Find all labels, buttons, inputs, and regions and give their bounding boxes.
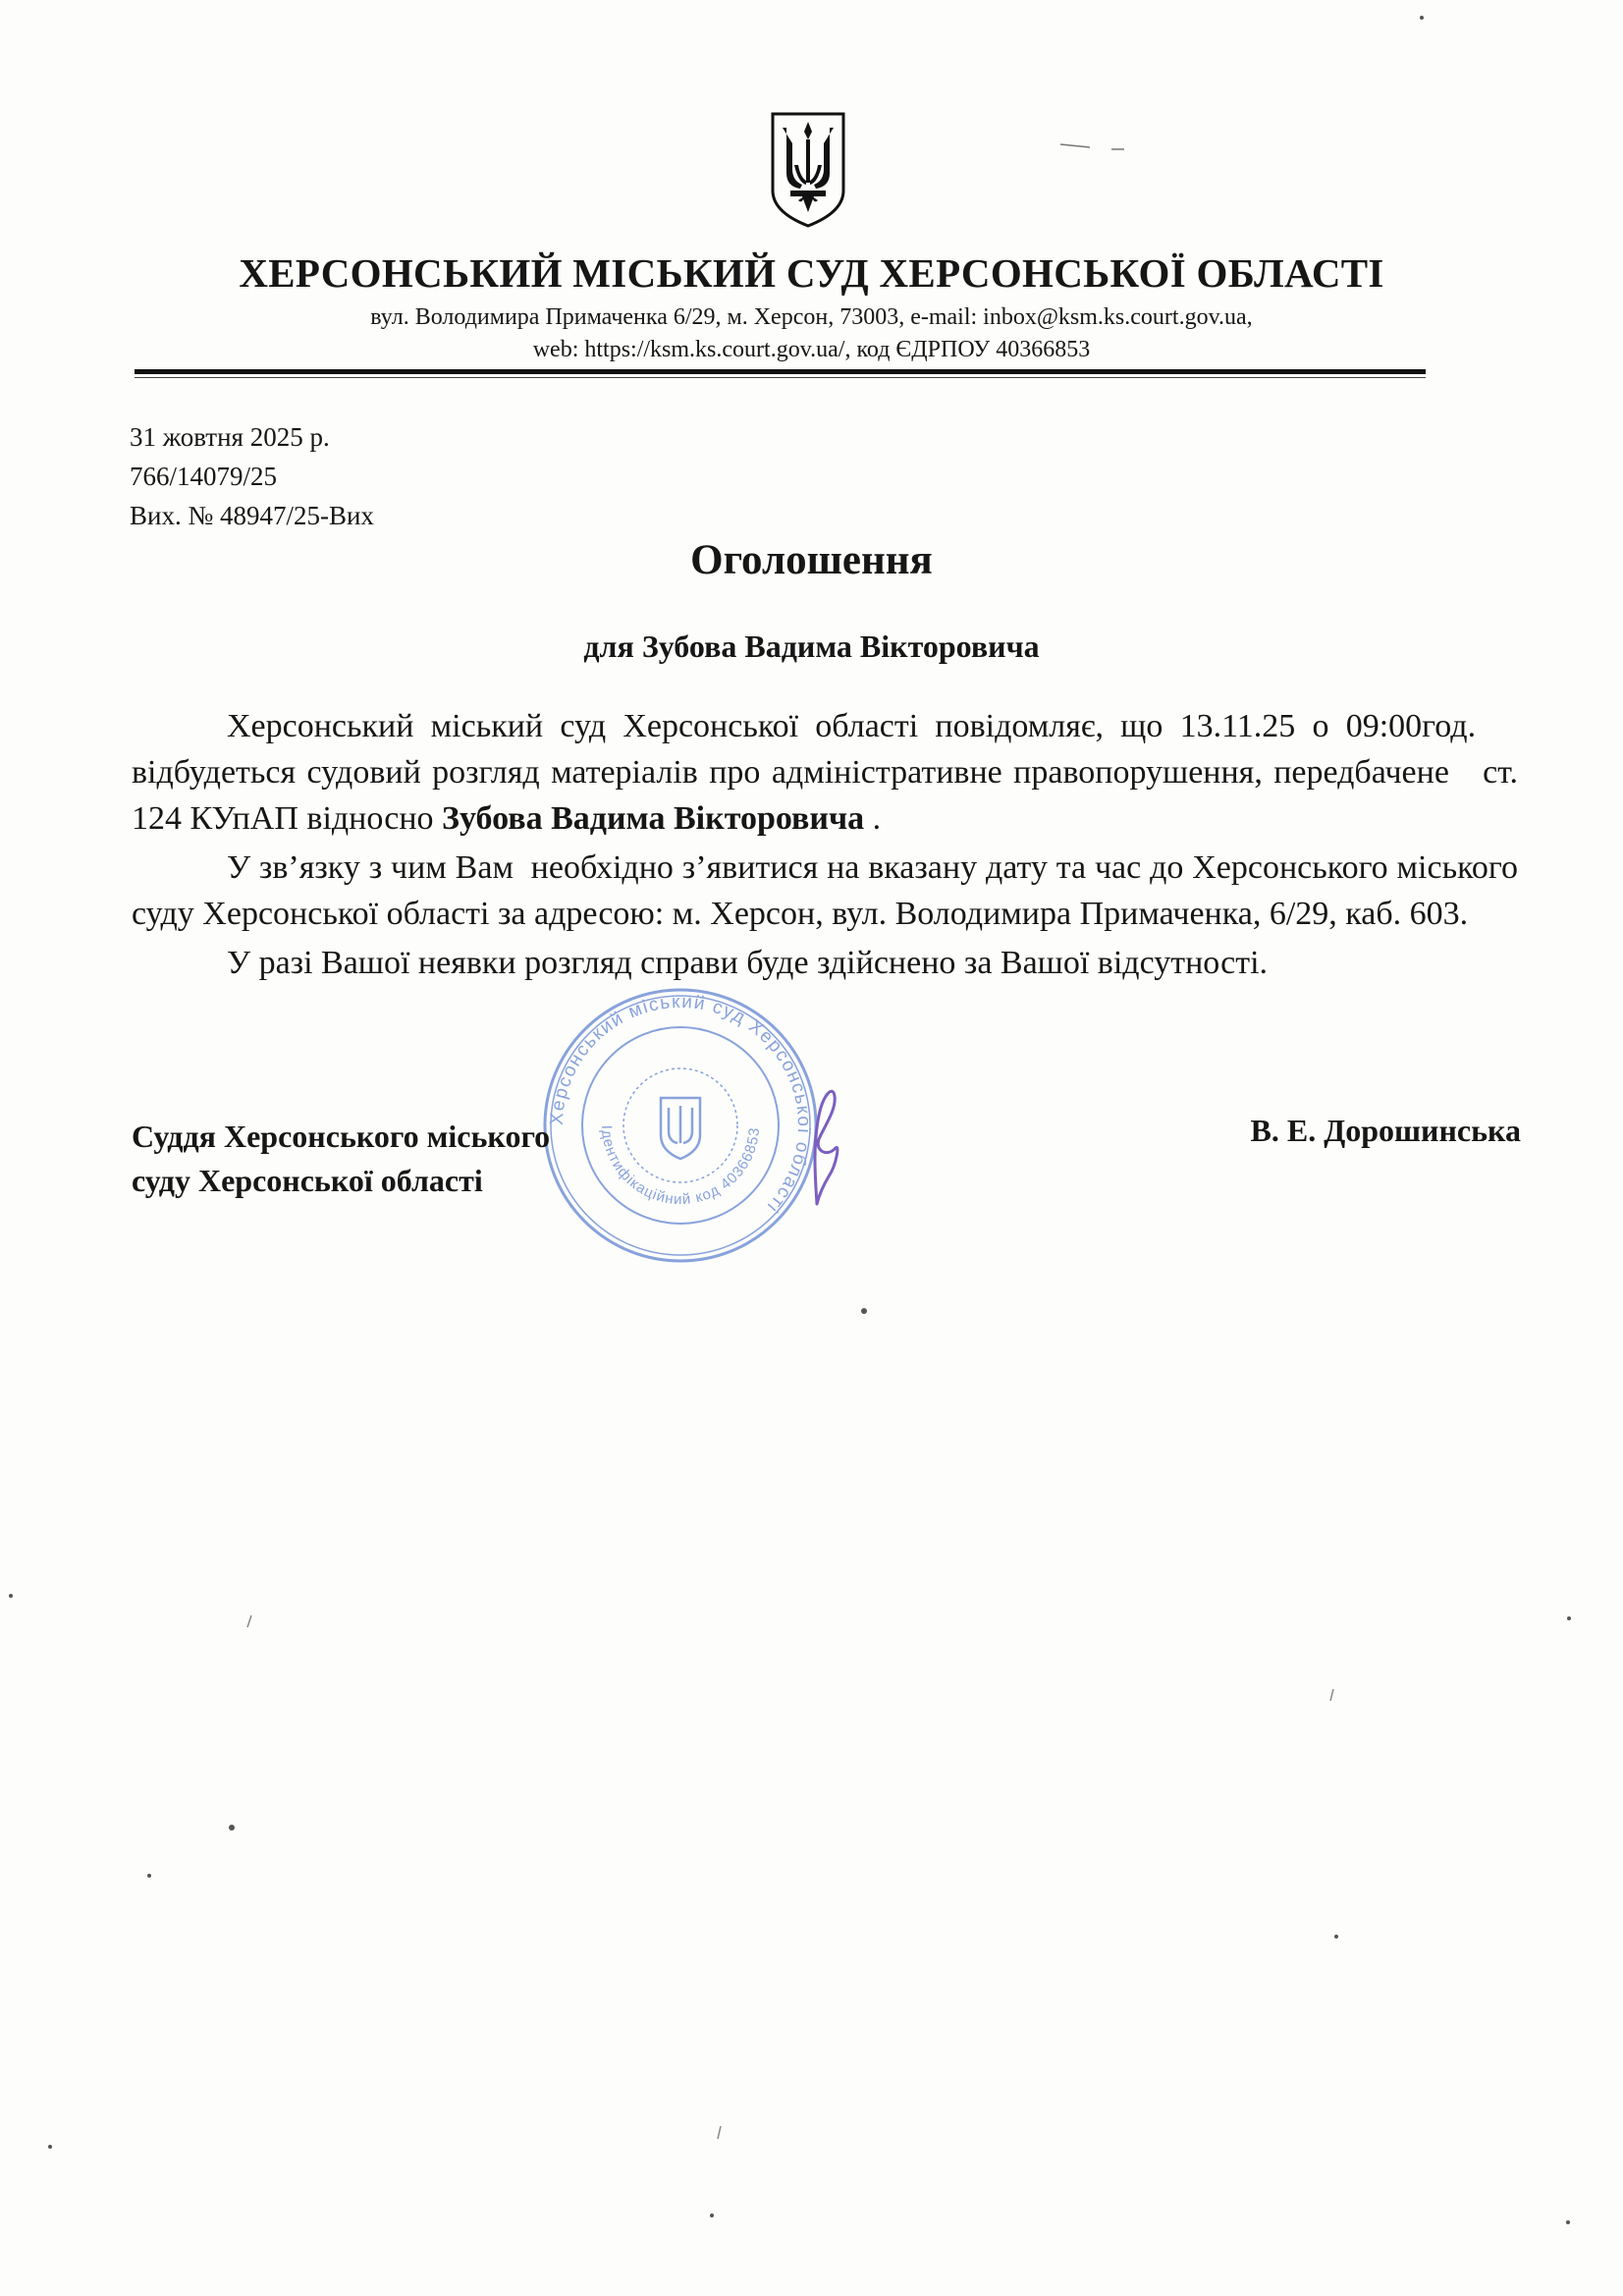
seal-inner-text: Ідентифікаційний код 40366853 (597, 1124, 764, 1209)
letter-date: 31 жовтня 2025 р. (130, 422, 330, 452)
judge-name: В. Е. Дорошинська (1250, 1113, 1521, 1148)
judge-title-line2: суду Херсонської області (132, 1163, 483, 1198)
body-paragraph-absence: У разі Вашої неявки розгляд справи буде здійснено за Вашої відсутності. (227, 945, 1269, 981)
body-paragraph-appearance: У зв’язку з чим Вам необхідно з’явитися на вказану дату та час до Херсонського міського суду Херсонської області за адресою: м. Херсон, вул. Володимира Примаченка, 6/29, каб. 603. (132, 849, 1518, 932)
seal-outer-text: Херсонський міський суд Херсонської області (546, 991, 815, 1218)
court-web-line: web: https://ksm.ks.court.gov.ua/, код ЄДРПОУ 40366853 (532, 337, 1091, 362)
hearing-text: Херсонський міський суд Херсонської області повідомляє, що 13.11.25 о 09:00год. відбудеться судовий розгляд матеріалів про адміністративне правопорушення, передбачене ст. 124 КУпАП відносно (132, 708, 1518, 837)
document-title: Оголошення (690, 537, 933, 583)
defendant-name: Зубова Вадима Вікторовича (442, 800, 865, 837)
outgoing-number: Вих. № 48947/25-Вих (130, 501, 374, 530)
addressee-line: для Зубова Вадима Вікторовича (583, 629, 1040, 664)
hearing-text-end: . (864, 800, 882, 837)
judge-title-line1: Суддя Херсонського міського (132, 1119, 551, 1154)
court-name-heading: ХЕРСОНСЬКИЙ МІСЬКИЙ СУД ХЕРСОНСЬКОЇ ОБЛАСТІ (239, 250, 1384, 296)
case-number: 766/14079/25 (130, 462, 278, 491)
court-address-line: вул. Володимира Примаченка 6/29, м. Херсон, 73003, e-mail: inbox@ksm.ks.court.gov.ua, (370, 304, 1253, 330)
